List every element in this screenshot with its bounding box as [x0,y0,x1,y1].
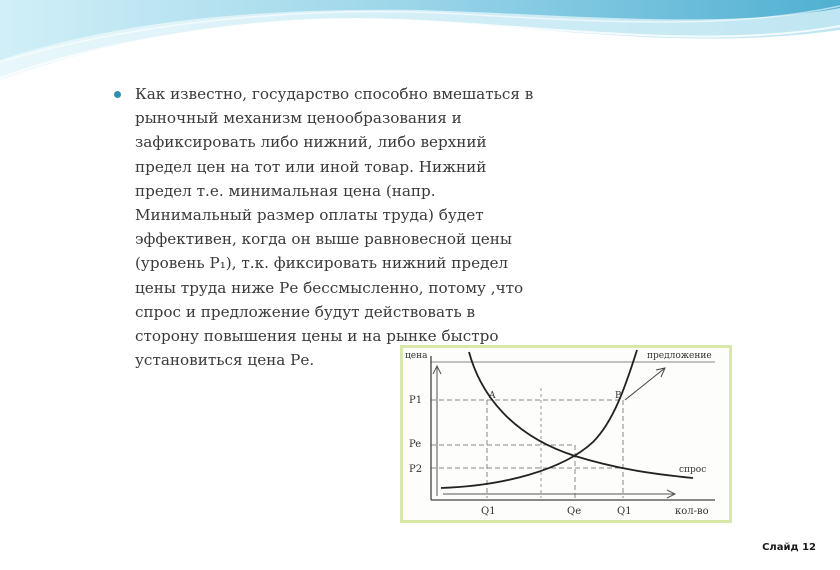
y-axis-label: цена [405,351,428,361]
bullet-item [112,82,592,372]
x-axis-label: кол-во [675,506,709,517]
bullet-dot [114,91,121,98]
quantity-label-q1-left: Q1 [481,506,496,517]
price-label-pe: Pe [409,439,422,450]
diagram-canvas [403,348,729,520]
supply-curve [441,350,637,488]
price-label-p1: P1 [409,395,423,406]
bullet-text: Как известно, государство способно вмешаться в рыночный механизм ценообразования и зафиксировать либо нижний, либо верхний предел цен на тот или иной товар. Нижний предел т.е. минимальная цена (напр. Минимальный размер оплаты труда) будет эффективен, когда он выше равновесной цены (уровень P₁), т.к. фиксировать нижний предел цены труда ниже Ре бессмысленно, потому ,что спрос и предложение будут действовать в сторону повышения цены и на рынке быстро установиться цена Ре. [135,85,534,370]
point-label-a: A [489,391,496,401]
supply-label: предложение [647,351,712,361]
demand-curve [469,352,693,478]
slide-number: Слайд 12 [762,542,816,553]
quantity-label-qe: Qe [567,506,582,517]
demand-label: спрос [679,465,707,475]
quantity-label-q1-right: Q1 [617,506,632,517]
supply-demand-diagram [400,345,732,523]
price-label-p2: P2 [409,464,423,475]
point-label-b: B [615,391,622,401]
supply-shift-arrow [625,368,665,400]
